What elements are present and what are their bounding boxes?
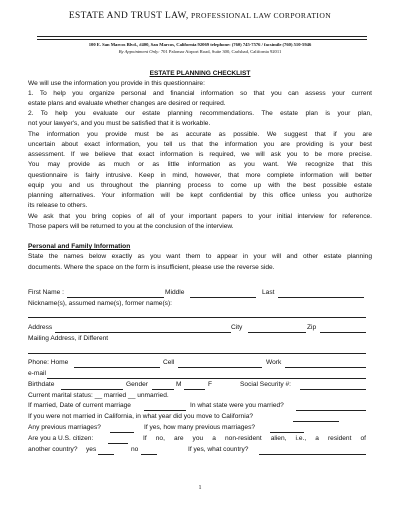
intro-line: equip you and us throughout the planning process to come up with the best possible estate [28,182,372,189]
appointment-address [0,49,400,54]
marriage-state-label: In what state were you married? [190,402,284,409]
phone-work-field[interactable] [285,367,366,368]
intro-line: We will use the information you provide in this questionnaire: [28,80,205,87]
intro-line: estate plans and evaluate whether changes are desired or required. [28,100,226,107]
section-heading: Personal and Family Information [28,243,131,250]
another-country-label: another country? [28,446,78,453]
intro-line: The information you provide must be as accurate as possible. We suggest that if you are [28,131,372,138]
marriage-date-label: If married, Date of current marriage [28,402,131,409]
phone-cell-label: Cell [163,359,175,366]
how-many-marriages-field[interactable] [270,432,304,433]
intro-line: its release to others. [28,202,88,209]
middle-name-field[interactable] [190,297,256,298]
address-label: Address [28,324,53,331]
marriage-date-field[interactable] [144,410,186,411]
gender-m-field[interactable] [152,389,174,390]
gender-f-field[interactable] [184,389,205,390]
intro-line: uncertain about exact information, you tell us that the information you are providing is your best [28,141,372,148]
intro-line: 1. To help you organize personal and financial information so that you can assess your current [28,90,372,97]
phone-cell-field[interactable] [178,367,262,368]
zip-field[interactable] [320,332,366,333]
what-country-field[interactable] [259,454,366,455]
intro-line: not your lawyer's, and you must be satisfied that it is workable. [28,120,211,127]
checklist-title: ESTATE PLANNING CHECKLIST [149,70,251,77]
address-field[interactable] [55,332,231,333]
middle-name-label: Middle [165,289,185,296]
intro-line: We ask that you bring copies of all of your important papers to your initial interview for reference. [28,213,372,220]
last-name-field[interactable] [278,297,364,298]
phone-home-label: Phone: Home [28,359,69,366]
marriage-state-field[interactable] [296,410,366,411]
firm-name-main: ESTATE AND TRUST LAW, [68,11,189,21]
city-label: City [231,324,243,331]
intro-line: Those papers will be returned to you at the conclusion of the interview. [28,223,234,230]
intro-line: questionnaire is fairly intrusive. Keep in mind, however, that more complete information will better [28,172,372,179]
firm-name-sub: PROFESSIONAL LAW CORPORATION [190,11,332,20]
us-citizen-label: Are you a U.S. citizen: [28,435,94,442]
previous-marriages-field[interactable] [110,432,134,433]
what-country-label: If yes, what country? [188,446,249,453]
another-country-yes-field[interactable] [98,454,114,455]
how-many-marriages-label: If yes, how many previous marriages? [144,424,256,431]
appointment-location: 701 Palomar Airport Road, Suite 300, Carlsbad, California 92011 [160,49,282,54]
phone-work-label: Work [266,359,282,366]
email-field[interactable] [47,378,366,379]
intro-line: 2. To help you evaluate our estate planning recommendations. The estate plan is your plan, [28,110,372,117]
email-label: e-mail [28,370,46,377]
city-field[interactable] [248,332,306,333]
gender-m-label: M [176,381,182,388]
zip-label: Zip [307,324,317,331]
ssn-label: Social Security #: [240,381,291,388]
page-number: 1 [198,485,202,491]
last-name-label: Last [262,289,275,296]
intro-line: assessment. If we believe that exact information is required, we will ask you to be more precise. [28,151,372,158]
moved-to-california-label: If you were not married in California, in what year did you move to California? [28,413,254,420]
birthdate-field[interactable] [61,389,123,390]
firm-address: 100 E. San Marcos Blvd., #400, San Marcos, California 92069 telephone: (760) 745-7576 / facsimile (760) 510-5946 [88,42,312,47]
gender-label: Gender [126,381,148,388]
ssn-field[interactable] [300,389,366,390]
firm-name [0,11,400,21]
intro-line: planning alternatives. Your information will be kept confidential by this office unless you authorize [28,192,372,199]
moved-to-california-field[interactable] [293,421,339,422]
first-name-label: First Name : [28,289,64,296]
birthdate-label: Birthdate [28,381,55,388]
header-rule-top [37,36,367,37]
another-country-no-label: no [131,446,139,453]
first-name-field[interactable] [67,297,164,298]
gender-f-label: F [208,381,213,388]
non-resident-alien-label: If no, are you a non-resident alien, i.e., a resident of [143,435,366,442]
previous-marriages-label: Any previous marriages? [28,424,101,431]
us-citizen-field[interactable] [108,443,128,444]
header-rule-bottom [37,39,367,40]
another-country-no-field[interactable] [141,454,157,455]
nicknames-label: Nickname(s), assumed name(s), former name(s): [28,300,172,307]
section-intro-line: documents. Where the space on the form is insufficient, please use the reverse side. [28,264,275,271]
mailing-address-label: Mailing Address, if Different [28,335,109,342]
mailing-address-field[interactable] [28,353,366,354]
intro-line: You may provide as much or as little information as you want. We recognize that this [28,161,372,168]
nicknames-field[interactable] [28,317,366,318]
appointment-prefix: By Appointment Only: [118,49,160,54]
another-country-yes-label: yes [86,446,97,453]
phone-home-field[interactable] [74,367,160,368]
section-intro-line: State the names below exactly as you want them to appear in your will and other estate planning [28,253,372,260]
marital-status-label: Current marital status: __ married __ unmarried. [28,392,169,399]
